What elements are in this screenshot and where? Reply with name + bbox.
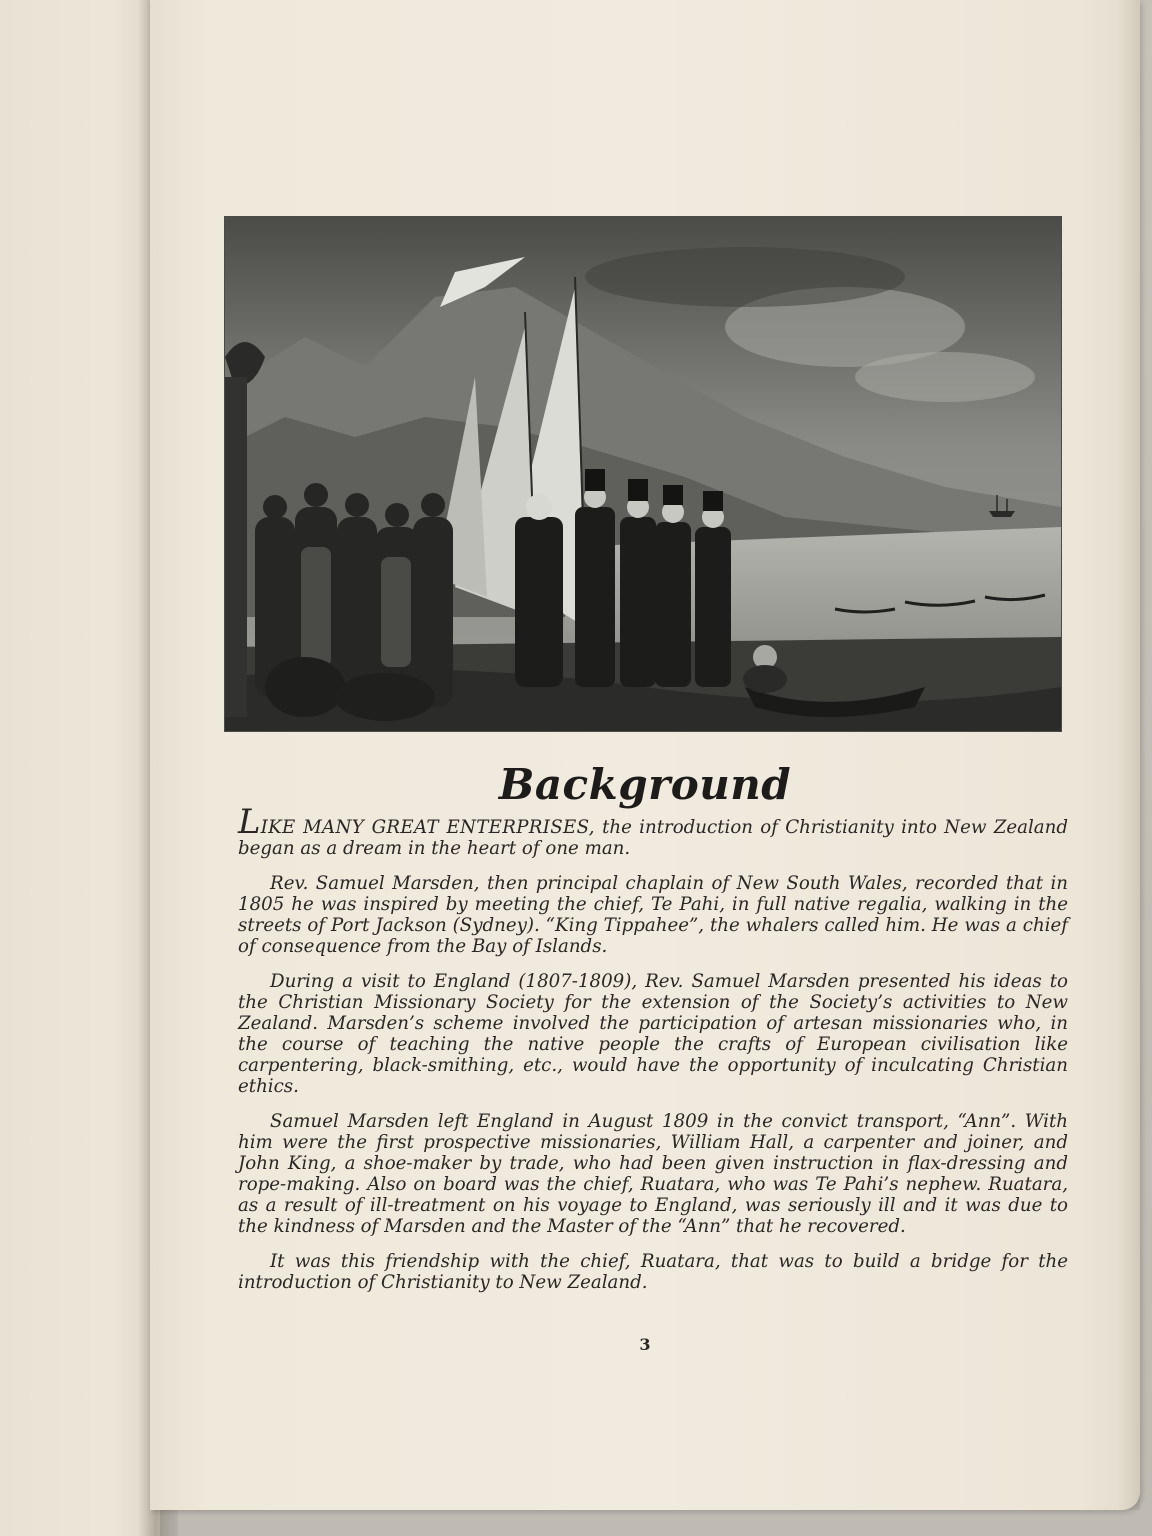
left-page [0,0,160,1536]
book-page [150,0,1140,1510]
paragraph-1 [238,802,1068,859]
page-number: 3 [639,1335,651,1354]
lead-in-caps: IKE MANY GREAT ENTERPRISES, [260,817,595,838]
engraving-landing-scene-icon [225,217,1061,731]
paragraph-3: During a visit to England (1807-1809), Rev. Samuel Marsden presented his ideas to the Christian Missionary Society for the extension of the Society’s activities to New Zealand. Marsden’s scheme involved the participation of artesan missionaries who, in the course of teaching the native people the crafts of European civilisation like carpentering, black-smithing, etc., would have the opportunity of inculcating Christian ethics. [238,971,1068,1097]
engraving-illustration [224,216,1062,732]
paragraph-1-text: the introduction of Christianity into New Zealand began as a dream in the heart of one man. [238,817,1068,859]
body-text [238,802,1068,1307]
page-edge [1118,0,1140,1510]
paragraph-5: It was this friendship with the chief, Ruatara, that was to build a bridge for the introduction of Christianity to New Zealand. [238,1251,1068,1293]
paragraph-4: Samuel Marsden left England in August 1809 in the convict transport, “Ann”. With him were the first prospective missionaries, William Hall, a carpenter and joiner, and John King, a shoe-maker by trade, who had been given instruction in flax-dressing and rope-making. Also on board was the chief, Ruatara, who was Te Pahi’s nephew. Ruatara, as a result of ill-treatment on his voyage to England, was seriously ill and it was due to the kindness of Marsden and the Master of the “Ann” that he recovered. [238,1111,1068,1237]
drop-cap: L [238,802,261,842]
paragraph-2: Rev. Samuel Marsden, then principal chaplain of New South Wales, recorded that in 1805 he was inspired by meeting the chief, Te Pahi, in full native regalia, walking in the streets of Port Jackson (Sydney). “King Tippahee”, the whalers called him. He was a chief of consequence from the Bay of Islands. [238,873,1068,957]
page-title: Background [498,760,792,809]
